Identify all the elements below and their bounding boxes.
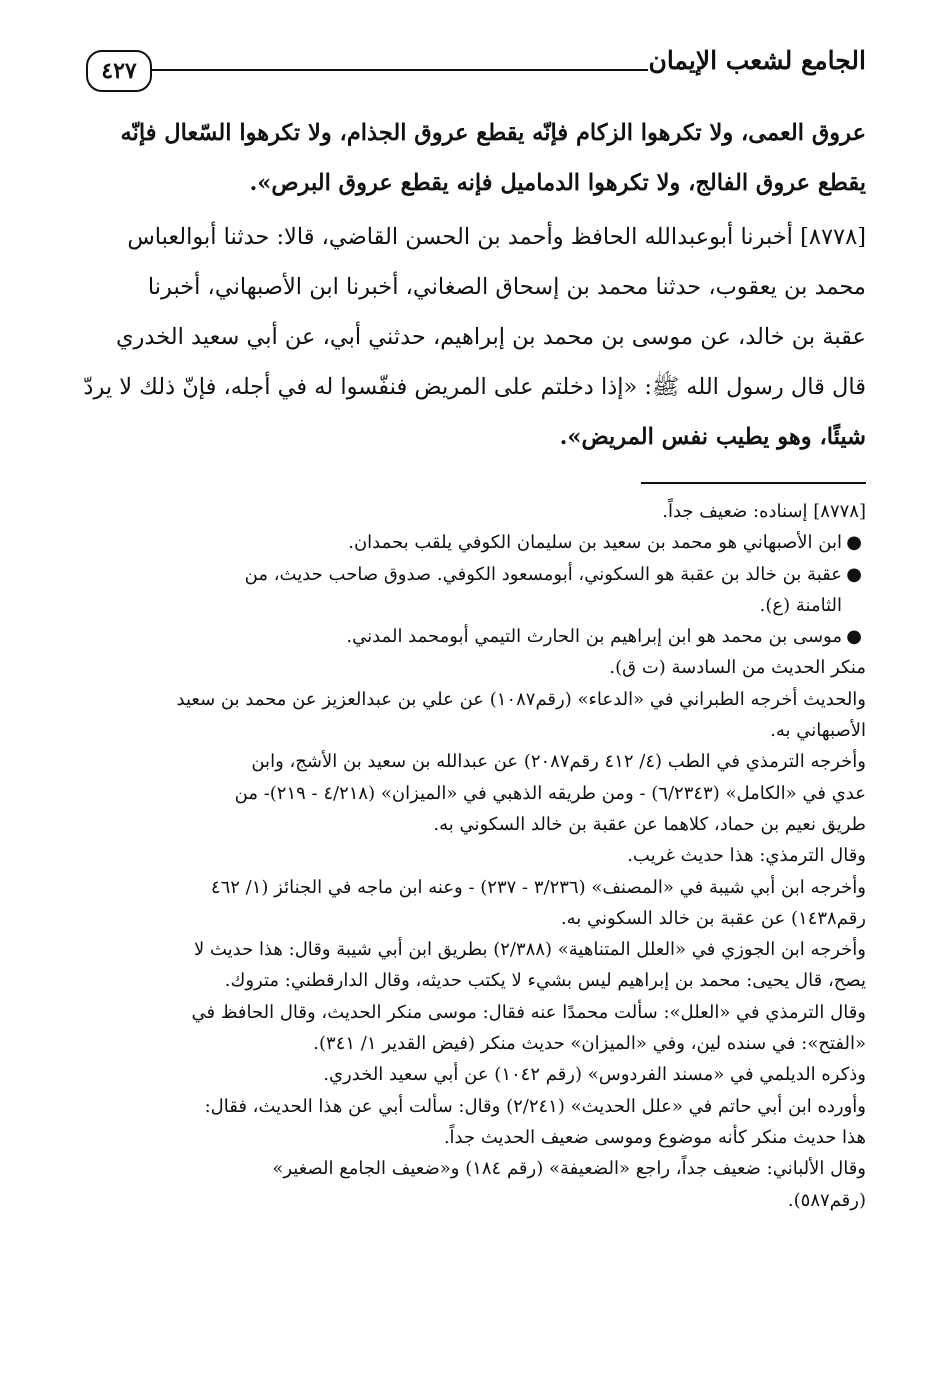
footnotes xyxy=(78,496,866,1216)
footnote-bullet-item xyxy=(78,527,866,558)
book-page xyxy=(78,38,866,1216)
footnote-line: الثامنة (ع). xyxy=(759,594,842,616)
main-line: محمد بن يعقوب، حدثنا محمد بن إسحاق الصغاني، أخبرنا ابن الأصبهاني، أخبرنا xyxy=(147,274,866,300)
footnote-line: وقال الترمذي في «العلل»: سألت محمدًا عنه فقال: موسى منكر الحديث، وقال الحافظ في xyxy=(191,1001,866,1023)
main-line: عروق العمى، ولا تكرهوا الزكام فإنّه يقطع عروق الجذام، ولا تكرهوا السّعال فإنّه xyxy=(120,120,866,146)
footnote-heading: [٨٧٧٨] إسناده: ضعيف جداً. xyxy=(662,501,866,522)
bullet-icon: ● xyxy=(846,626,862,648)
footnote-line: وأخرجه ابن أبي شيبة في «المصنف» (٣/٢٣٦ - ٢٣٧) - وعنه ابن ماجه في الجنائز (١/ ٤٦٢ xyxy=(210,876,866,898)
footnote-bullet-item xyxy=(78,621,866,652)
footnote-line: وأخرجه الترمذي في الطب (٤/ ٤١٢ رقم٢٠٨٧) عن عبدالله بن سعيد بن الأشج، وابن xyxy=(251,751,866,773)
footnote-line: والحديث أخرجه الطبراني في «الدعاء» (رقم١٠٨٧) عن علي بن عبدالعزيز عن محمد بن سعيد xyxy=(176,688,866,710)
footnote-bullet-item xyxy=(78,559,866,590)
footnote-line: موسى بن محمد هو ابن إبراهيم بن الحارث التيمي أبومحمد المدني. xyxy=(346,626,842,648)
main-line: عقبة بن خالد، عن موسى بن محمد بن إبراهيم، حدثني أبي، عن أبي سعيد الخدري xyxy=(115,324,866,350)
footnote-line: وأورده ابن أبي حاتم في «علل الحديث» (٢/٢٤١) وقال: سألت أبي عن هذا الحديث، فقال: xyxy=(204,1095,866,1117)
footnote-line: يصح، قال يحيى: محمد بن إبراهيم ليس بشيء لا يكتب حديثه، وقال الدارقطني: متروك. xyxy=(224,970,866,992)
footnote-line: وقال الترمذي: هذا حديث غريب. xyxy=(627,845,866,867)
main-line: يقطع عروق الفالج، ولا تكرهوا الدماميل فإنه يقطع عروق البرص». xyxy=(249,170,866,196)
bullet-icon: ● xyxy=(846,563,862,585)
footnote-separator xyxy=(641,482,866,484)
footnote-line: عقبة بن خالد بن عقبة هو السكوني، أبومسعود الكوفي. صدوق صاحب حديث، من xyxy=(244,563,842,585)
footnote-line: وأخرجه ابن الجوزي في «العلل المتناهية» (٢/٣٨٨) بطريق ابن أبي شيبة وقال: هذا حديث لا xyxy=(194,939,866,961)
footnote-line: هذا حديث منكر كأنه موضوع وموسى ضعيف الحديث جداً. xyxy=(443,1126,866,1148)
footnote-line: الأصبهاني به. xyxy=(770,720,866,742)
footnote-line: وذكره الديلمي في «مسند الفردوس» (رقم ١٠٤٢) عن أبي سعيد الخدري. xyxy=(323,1064,866,1086)
footnote-line: (رقم٥٨٧). xyxy=(787,1189,866,1211)
running-title: الجامع لشعب الإيمان xyxy=(648,46,866,75)
page-header xyxy=(78,38,866,108)
bullet-icon: ● xyxy=(846,532,862,554)
footnote-line: طريق نعيم بن حماد، كلاهما عن عقبة بن خالد السكوني به. xyxy=(433,813,866,835)
main-text xyxy=(78,108,866,462)
main-line: شيئًا، وهو يطيب نفس المريض». xyxy=(559,424,866,450)
hadith-number-line: [٨٧٧٨] أخبرنا أبوعبدالله الحافظ وأحمد بن الحسن القاضي، قالا: حدثنا أبوالعباس xyxy=(127,224,866,250)
footnote-line: «الفتح»: في سنده لين، وفي «الميزان» حديث منكر (فيض القدير ١/ ٣٤١). xyxy=(313,1033,866,1055)
footnote-line: عدي في «الكامل» (٦/٢٣٤٣) - ومن طريقه الذهبي في «الميزان» (٤/٢١٨ - ٢١٩)- من xyxy=(234,782,866,804)
footnote-line: رقم١٤٣٨) عن عقبة بن خالد السكوني به. xyxy=(560,907,866,929)
footnote-line: ابن الأصبهاني هو محمد بن سعيد بن سليمان الكوفي يلقب بحمدان. xyxy=(348,532,842,554)
header-rule xyxy=(152,69,648,71)
footnote-line: منكر الحديث من السادسة (ت ق). xyxy=(609,657,866,679)
main-line: قال قال رسول الله ﷺ: «إذا دخلتم على المريض فنفّسوا له في أجله، فإنّ ذلك لا يردّ xyxy=(83,374,866,400)
footnote-line: وقال الألباني: ضعيف جداً، راجع «الضعيفة» (رقم ١٨٤) و«ضعيف الجامع الصغير» xyxy=(272,1158,866,1180)
page-number-badge: ٤٢٧ xyxy=(86,50,152,92)
